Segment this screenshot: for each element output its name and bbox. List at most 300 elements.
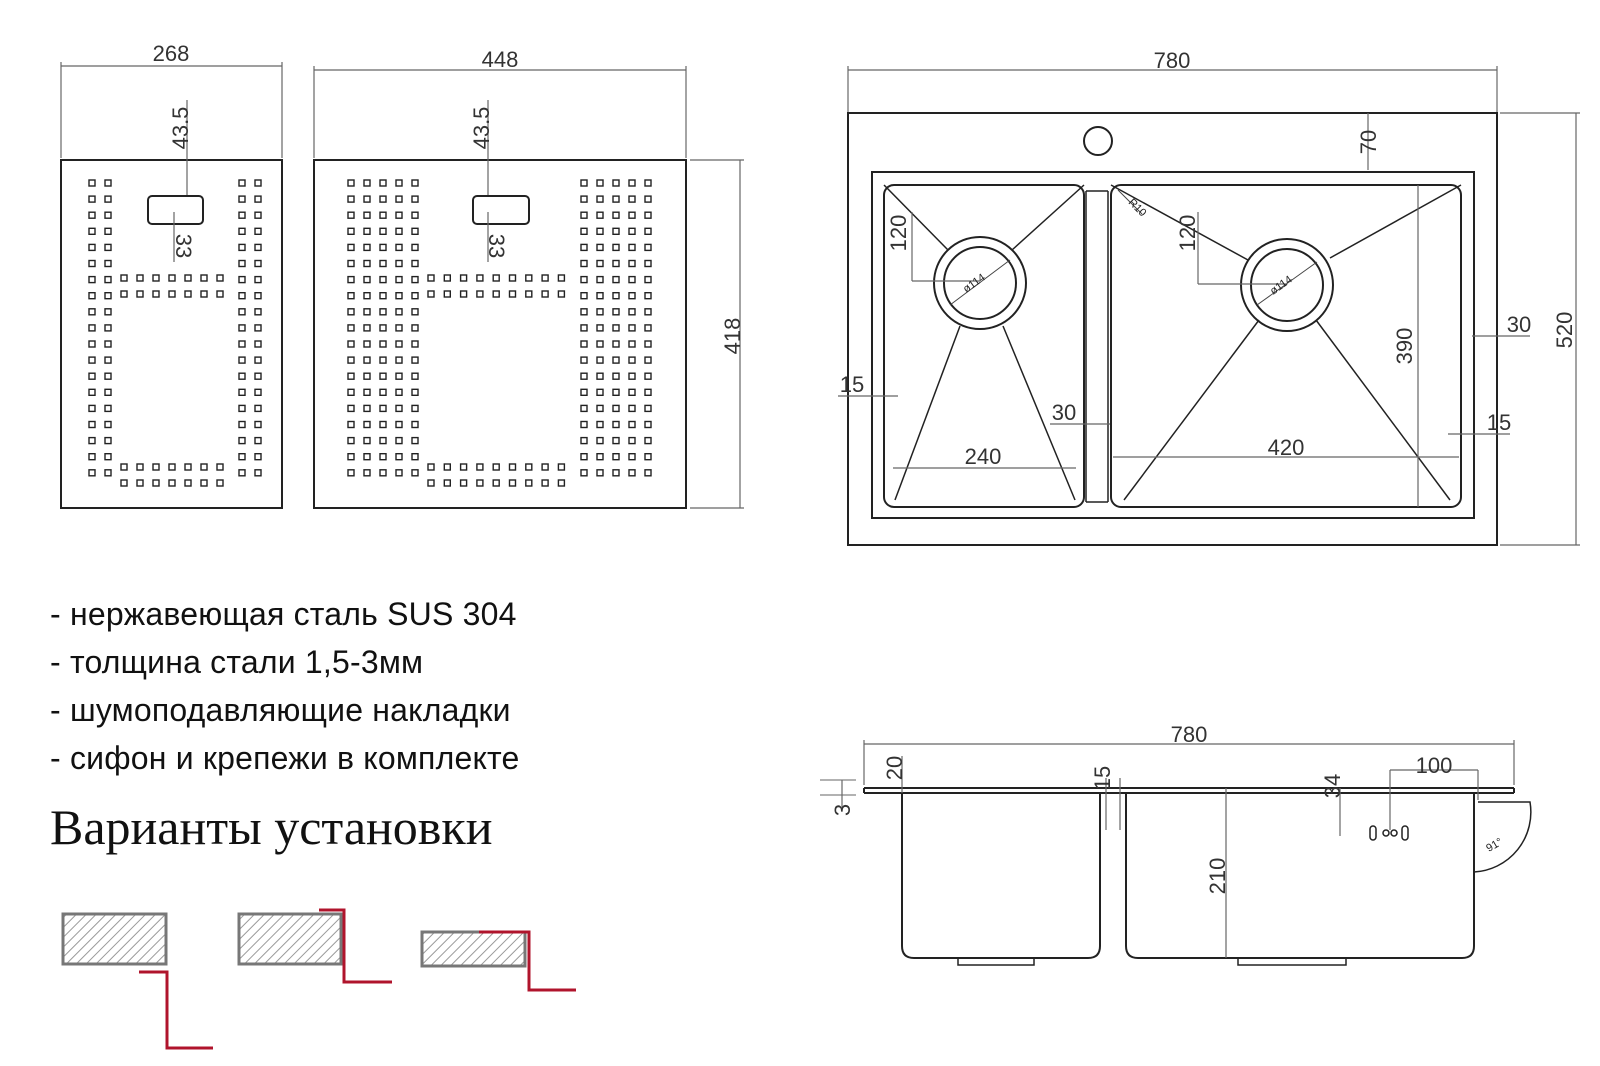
colander-hole	[380, 180, 386, 186]
colander-hole	[380, 422, 386, 428]
colander-hole	[89, 422, 95, 428]
colander-hole	[396, 261, 402, 267]
colander-hole	[597, 309, 603, 315]
colander-hole	[396, 454, 402, 460]
colander-hole	[348, 389, 354, 395]
small-colander-handle: 33	[171, 233, 196, 259]
colander-hole	[597, 422, 603, 428]
colander-hole	[461, 464, 467, 470]
right-drain-diameter: ø114	[1267, 273, 1295, 298]
colander-hole	[581, 470, 587, 476]
colander-hole	[364, 228, 370, 234]
colander-hole	[542, 480, 548, 486]
colander-hole	[412, 261, 418, 267]
colander-hole	[444, 480, 450, 486]
colander-hole	[613, 470, 619, 476]
colander-hole	[613, 277, 619, 283]
colander-hole	[510, 480, 516, 486]
colander-hole	[428, 291, 434, 297]
colander-hole	[412, 405, 418, 411]
colander-hole	[613, 244, 619, 250]
colander-hole	[348, 341, 354, 347]
colander-hole	[217, 275, 223, 281]
side-margin-dimension: 30	[1506, 312, 1532, 337]
colander-hole	[364, 454, 370, 460]
colander-hole	[121, 275, 127, 281]
colander-hole	[255, 261, 261, 267]
colander-hole	[121, 480, 127, 486]
right-drain-offset: 120	[1175, 214, 1200, 252]
colander-hole	[239, 470, 245, 476]
colander-hole	[629, 277, 635, 283]
colander-hole	[348, 244, 354, 250]
colander-hole	[428, 464, 434, 470]
colander-hole	[396, 277, 402, 283]
colander-hole	[239, 180, 245, 186]
colander-hole	[613, 228, 619, 234]
colander-hole	[645, 212, 651, 218]
colander-hole	[629, 196, 635, 202]
colander-hole	[645, 261, 651, 267]
colander-hole	[597, 470, 603, 476]
colander-hole	[380, 309, 386, 315]
installation-variants	[63, 910, 576, 1048]
colander-hole	[613, 422, 619, 428]
colander-hole	[239, 212, 245, 218]
colander-hole	[185, 291, 191, 297]
colander-hole	[137, 480, 143, 486]
colander-hole	[89, 244, 95, 250]
colander-hole	[380, 405, 386, 411]
colander-hole	[396, 244, 402, 250]
colander-hole	[412, 212, 418, 218]
colander-hole	[477, 464, 483, 470]
colander-hole	[526, 291, 532, 297]
colander-hole	[348, 261, 354, 267]
colander-hole	[89, 309, 95, 315]
colander-hole	[239, 261, 245, 267]
colander-hole	[581, 244, 587, 250]
colander-hole	[477, 480, 483, 486]
colander-hole	[364, 389, 370, 395]
colander-hole	[444, 275, 450, 281]
colander-hole	[412, 196, 418, 202]
colander-hole	[239, 373, 245, 379]
colander-hole	[629, 293, 635, 299]
colander-hole	[613, 454, 619, 460]
colander-hole	[364, 325, 370, 331]
side-width-dimension: 780	[1170, 722, 1208, 747]
colander-hole	[412, 277, 418, 283]
colander-hole	[364, 261, 370, 267]
colander-hole	[629, 212, 635, 218]
colander-hole	[597, 405, 603, 411]
colander-hole	[201, 291, 207, 297]
colander-hole	[239, 405, 245, 411]
colander-hole	[380, 438, 386, 444]
sink-side-view	[820, 722, 1531, 965]
colander-hole	[364, 405, 370, 411]
colander-hole	[239, 438, 245, 444]
colander-hole	[510, 291, 516, 297]
colander-hole	[645, 470, 651, 476]
colander-hole	[255, 405, 261, 411]
colander-hole	[105, 277, 111, 283]
colander-hole	[412, 325, 418, 331]
right-margin-dimension: 15	[1486, 410, 1512, 435]
colander-hole	[255, 277, 261, 283]
colander-hole	[105, 309, 111, 315]
colander-hole	[89, 180, 95, 186]
install-variant-undermount	[422, 932, 576, 990]
colander-hole	[239, 454, 245, 460]
colander-hole	[255, 244, 261, 250]
bowl-depth-dimension: 390	[1392, 327, 1417, 365]
colander-hole	[493, 291, 499, 297]
colander-hole	[510, 464, 516, 470]
colander-hole	[348, 277, 354, 283]
colander-hole	[613, 261, 619, 267]
colander-hole	[239, 389, 245, 395]
colander-hole	[597, 196, 603, 202]
colander-hole	[89, 389, 95, 395]
colander-hole	[239, 357, 245, 363]
colander-hole	[380, 373, 386, 379]
colander-hole	[348, 470, 354, 476]
colander-hole	[581, 357, 587, 363]
colander-hole	[89, 261, 95, 267]
colander-hole	[613, 405, 619, 411]
colander-hole	[477, 275, 483, 281]
feature-thickness: - толщина стали 1,5-3мм	[50, 644, 424, 680]
colander-hole	[396, 228, 402, 234]
colander-hole	[239, 244, 245, 250]
colander-hole	[629, 405, 635, 411]
colander-hole	[629, 373, 635, 379]
left-drain-diameter: ø114	[960, 271, 988, 296]
bend-angle-label: 91°	[1484, 836, 1505, 855]
colander-hole	[169, 480, 175, 486]
colander-hole	[201, 275, 207, 281]
colander-hole	[629, 422, 635, 428]
large-colander-width: 448	[481, 47, 519, 72]
colander-hole	[629, 454, 635, 460]
colander-hole	[613, 341, 619, 347]
colander-hole	[629, 325, 635, 331]
colander-hole	[581, 438, 587, 444]
colander-hole	[153, 464, 159, 470]
colander-hole	[185, 480, 191, 486]
colander-hole	[542, 275, 548, 281]
colander-hole	[581, 180, 587, 186]
colander-hole	[396, 405, 402, 411]
colander-hole	[581, 309, 587, 315]
colander-hole	[581, 405, 587, 411]
colander-hole	[364, 309, 370, 315]
colander-hole	[477, 291, 483, 297]
colander-hole	[412, 454, 418, 460]
colander-hole	[364, 422, 370, 428]
colander-hole	[597, 325, 603, 331]
colander-hole	[597, 389, 603, 395]
colander-hole	[348, 357, 354, 363]
small-colander-holes	[89, 180, 261, 486]
colander-hole	[169, 275, 175, 281]
colander-hole	[89, 212, 95, 218]
colander-hole	[89, 438, 95, 444]
side-bowl-depth: 210	[1205, 857, 1230, 895]
colander-hole	[645, 277, 651, 283]
colander-hole	[558, 291, 564, 297]
colander-hole	[185, 275, 191, 281]
colander-hole	[255, 438, 261, 444]
small-colander-offset: 43.5	[168, 106, 193, 150]
colander-hole	[645, 341, 651, 347]
colander-hole	[380, 357, 386, 363]
colander-hole	[239, 228, 245, 234]
small-colander-width: 268	[152, 41, 190, 66]
thickness-dimension: 3	[830, 803, 855, 817]
colander-hole	[581, 389, 587, 395]
colander-hole	[581, 261, 587, 267]
colander-hole	[380, 454, 386, 460]
colander-hole	[613, 309, 619, 315]
colander-hole	[396, 389, 402, 395]
colander-hole	[444, 291, 450, 297]
colander-hole	[629, 244, 635, 250]
colander-hole	[348, 405, 354, 411]
colander-hole	[645, 293, 651, 299]
colander-hole	[380, 277, 386, 283]
colander-hole	[105, 357, 111, 363]
colander-hole	[185, 464, 191, 470]
colander-hole	[89, 405, 95, 411]
colander-hole	[348, 196, 354, 202]
colander-hole	[364, 244, 370, 250]
colander-hole	[239, 422, 245, 428]
colander-hole	[105, 389, 111, 395]
left-margin-dimension: 15	[839, 372, 865, 397]
colander-hole	[348, 309, 354, 315]
colander-hole	[493, 464, 499, 470]
colander-hole	[613, 438, 619, 444]
colander-hole	[364, 180, 370, 186]
colander-hole	[239, 196, 245, 202]
colander-hole	[597, 438, 603, 444]
colander-hole	[105, 244, 111, 250]
colander-hole	[255, 357, 261, 363]
colander-hole	[121, 291, 127, 297]
faucet-hole	[1084, 127, 1112, 155]
colander-hole	[412, 470, 418, 476]
colander-hole	[645, 309, 651, 315]
colander-hole	[645, 438, 651, 444]
sink-top-view	[838, 48, 1580, 545]
colander-hole	[239, 309, 245, 315]
colander-hole	[201, 480, 207, 486]
colander-hole	[412, 293, 418, 299]
colander-hole	[396, 325, 402, 331]
colander-hole	[444, 464, 450, 470]
colander-hole	[461, 291, 467, 297]
colander-hole	[105, 470, 111, 476]
colander-hole	[412, 228, 418, 234]
left-bowl-width: 240	[964, 444, 1002, 469]
colander-hole	[396, 470, 402, 476]
colander-hole	[105, 422, 111, 428]
colander-hole	[412, 389, 418, 395]
colander-hole	[558, 275, 564, 281]
colander-hole	[255, 293, 261, 299]
sink-width-dimension: 780	[1153, 48, 1191, 73]
colander-hole	[597, 180, 603, 186]
colander-hole	[380, 228, 386, 234]
colander-hole	[89, 196, 95, 202]
colander-hole	[239, 293, 245, 299]
colander-hole	[581, 277, 587, 283]
colander-hole	[137, 291, 143, 297]
colander-hole	[239, 325, 245, 331]
colander-hole	[645, 454, 651, 460]
colander-hole	[105, 212, 111, 218]
colander-hole	[597, 261, 603, 267]
colander-hole	[597, 357, 603, 363]
faucet-offset-dimension: 70	[1356, 129, 1381, 155]
colander-hole	[428, 480, 434, 486]
colander-hole	[364, 373, 370, 379]
install-variant-overmount	[63, 914, 213, 1048]
colander-hole	[255, 196, 261, 202]
sink-height-dimension: 520	[1552, 311, 1577, 349]
colander-hole	[137, 275, 143, 281]
colander-hole	[396, 196, 402, 202]
colander-hole	[581, 228, 587, 234]
colander-hole	[645, 373, 651, 379]
overflow-slots	[1370, 826, 1408, 840]
colander-hole	[364, 212, 370, 218]
colander-hole	[412, 422, 418, 428]
colander-hole	[597, 228, 603, 234]
colander-hole	[510, 275, 516, 281]
colander-hole	[255, 422, 261, 428]
colander-hole	[255, 228, 261, 234]
colander-hole	[348, 228, 354, 234]
colander-hole	[153, 480, 159, 486]
colander-hole	[396, 422, 402, 428]
colander-hole	[645, 244, 651, 250]
colander-hole	[412, 373, 418, 379]
colander-hole	[89, 454, 95, 460]
colander-hole	[105, 180, 111, 186]
colander-hole	[217, 291, 223, 297]
feature-siphon: - сифон и крепежи в комплекте	[50, 740, 520, 776]
large-colander-offset: 43.5	[469, 106, 494, 150]
colander-hole	[396, 341, 402, 347]
colander-hole	[396, 438, 402, 444]
colander-hole	[105, 261, 111, 267]
colander-hole	[380, 244, 386, 250]
right-bowl-width: 420	[1267, 435, 1305, 460]
overflow-offset-dimension: 34	[1320, 773, 1345, 799]
colander-hole	[255, 389, 261, 395]
colander-hole	[613, 357, 619, 363]
colander-hole	[597, 454, 603, 460]
colander-hole	[396, 357, 402, 363]
colander-hole	[597, 244, 603, 250]
colander-hole	[217, 480, 223, 486]
colander-hole	[629, 341, 635, 347]
large-colander-drawing	[314, 47, 745, 508]
colander-hole	[396, 309, 402, 315]
colander-hole	[169, 291, 175, 297]
colander-hole	[581, 212, 587, 218]
colander-hole	[493, 480, 499, 486]
colander-hole	[105, 196, 111, 202]
colander-hole	[558, 480, 564, 486]
colander-hole	[396, 212, 402, 218]
colander-hole	[613, 325, 619, 331]
colander-hole	[89, 357, 95, 363]
colander-hole	[348, 422, 354, 428]
colander-hole	[629, 389, 635, 395]
colander-hole	[348, 293, 354, 299]
colander-hole	[255, 373, 261, 379]
colander-hole	[493, 275, 499, 281]
install-variant-flush	[239, 910, 392, 982]
installation-title: Варианты установки	[50, 799, 493, 855]
colander-hole	[412, 357, 418, 363]
colander-hole	[542, 291, 548, 297]
colander-hole	[461, 480, 467, 486]
colander-hole	[526, 464, 532, 470]
colander-hole	[629, 228, 635, 234]
corner-radius-label: R10	[1125, 196, 1149, 220]
colander-hole	[558, 464, 564, 470]
large-colander-depth: 418	[720, 317, 745, 355]
colander-hole	[89, 228, 95, 234]
divider-dimension: 30	[1051, 400, 1077, 425]
colander-hole	[629, 470, 635, 476]
colander-hole	[396, 180, 402, 186]
colander-hole	[239, 277, 245, 283]
colander-hole	[255, 309, 261, 315]
colander-hole	[581, 341, 587, 347]
colander-hole	[412, 438, 418, 444]
colander-hole	[629, 261, 635, 267]
colander-hole	[105, 405, 111, 411]
colander-hole	[137, 464, 143, 470]
colander-hole	[645, 405, 651, 411]
colander-hole	[380, 325, 386, 331]
colander-hole	[348, 373, 354, 379]
colander-hole	[364, 277, 370, 283]
colander-hole	[645, 228, 651, 234]
colander-hole	[581, 196, 587, 202]
colander-hole	[581, 325, 587, 331]
colander-hole	[526, 275, 532, 281]
colander-hole	[542, 464, 548, 470]
colander-hole	[380, 341, 386, 347]
colander-hole	[89, 373, 95, 379]
colander-hole	[581, 373, 587, 379]
colander-hole	[412, 341, 418, 347]
colander-hole	[380, 293, 386, 299]
side-divider-dimension: 15	[1090, 765, 1115, 791]
left-drain-offset: 120	[886, 214, 911, 252]
colander-hole	[629, 438, 635, 444]
colander-hole	[645, 180, 651, 186]
colander-hole	[105, 341, 111, 347]
